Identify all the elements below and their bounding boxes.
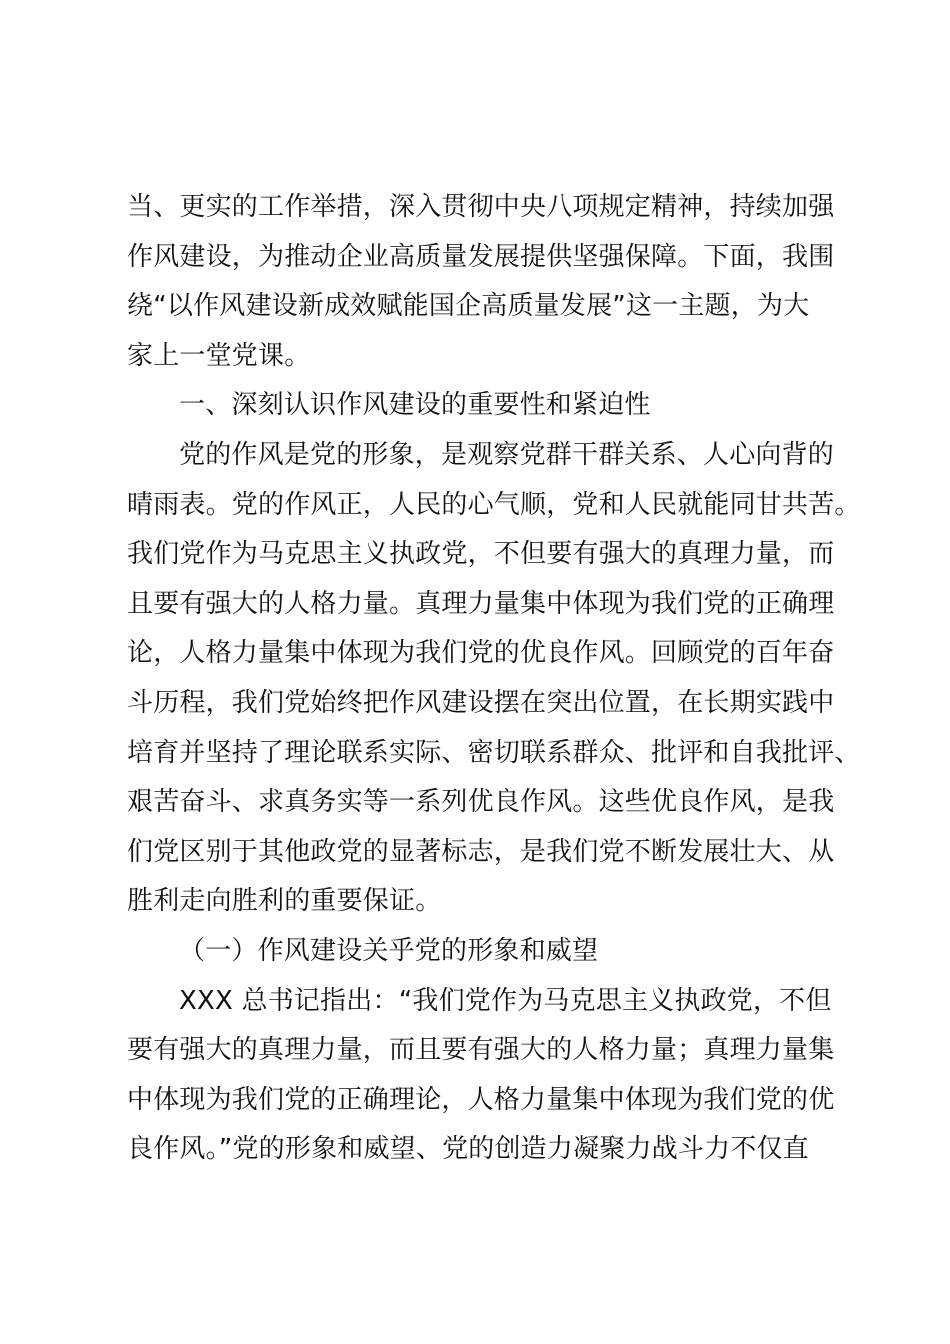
para-2-line-1: XXX 总书记指出：“我们党作为马克思主义执政党，不但 (179, 985, 832, 1016)
para-1-line-2: 晴雨表。党的作风正，人民的心气顺，党和人民就能同甘共苦。 (127, 489, 861, 520)
para-1-line-7: 培育并坚持了理论联系实际、密切联系群众、批评和自我批评、 (127, 737, 861, 768)
para-intro-line-2: 作风建设，为推动企业高质量发展提供坚强保障。下面，我围 (127, 241, 835, 272)
para-1-line-4: 且要有强大的人格力量。真理力量集中体现为我们党的正确理 (127, 588, 835, 619)
para-1-line-8: 艰苦奋斗、求真务实等一系列优良作风。这些优良作风，是我 (127, 787, 835, 818)
para-2-line-3: 中体现为我们党的正确理论，人格力量集中体现为我们党的优 (127, 1084, 835, 1115)
para-intro-line-3: 绕“以作风建设新成效赋能国企高质量发展”这一主题，为大 (127, 291, 810, 322)
para-1-line-3: 我们党作为马克思主义执政党，不但要有强大的真理力量，而 (127, 539, 835, 570)
para-1-line-9: 们党区别于其他政党的显著标志，是我们党不断发展壮大、从 (127, 836, 835, 867)
para-1-line-6: 斗历程，我们党始终把作风建设摆在突出位置，在长期实践中 (127, 687, 835, 718)
section-heading-1: 一、深刻认识作风建设的重要性和紧迫性 (179, 390, 651, 421)
para-2-line-2: 要有强大的真理力量，而且要有强大的人格力量；真理力量集 (127, 1035, 835, 1066)
para-intro-line-1: 当、更实的工作举措，深入贯彻中央八项规定精神，持续加强 (127, 192, 835, 222)
para-1-line-1: 党的作风是党的形象，是观察党群干群关系、人心向背的 (179, 439, 835, 470)
subsection-heading-1: （一）作风建设关乎党的形象和威望 (179, 935, 599, 966)
para-1-line-5: 论，人格力量集中体现为我们党的优良作风。回顾党的百年奋 (127, 638, 835, 669)
document-body (127, 183, 861, 1175)
para-intro-line-4: 家上一堂党课。 (127, 340, 311, 371)
para-1-line-10: 胜利走向胜利的重要保证。 (127, 886, 442, 917)
para-2-line-4: 良作风。”党的形象和威望、党的创造力凝聚力战斗力不仅直 (127, 1134, 809, 1165)
